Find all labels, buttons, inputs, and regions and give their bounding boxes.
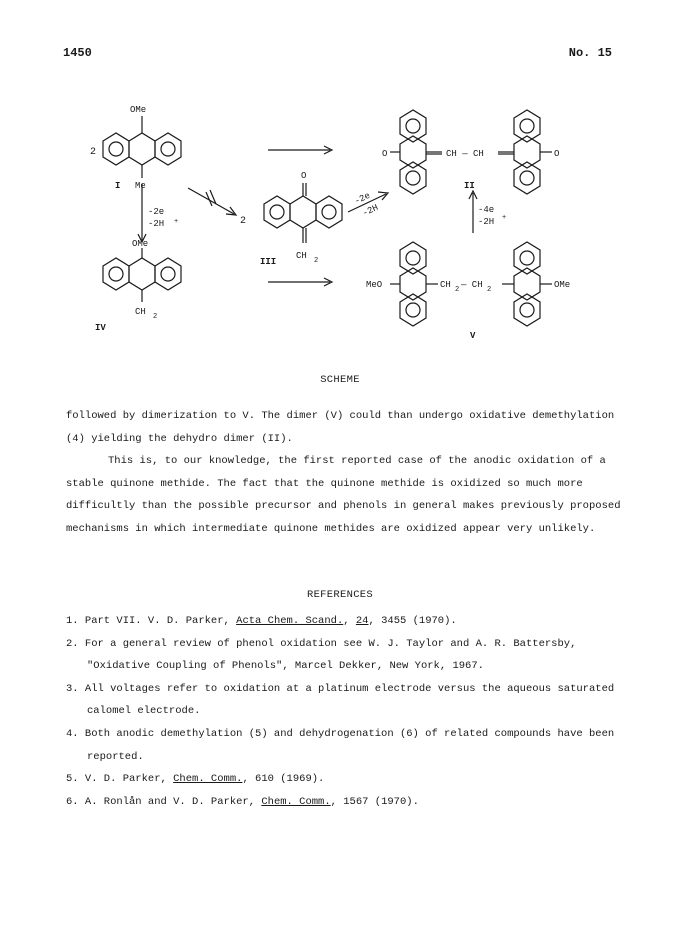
label-ch-ch: CH — CH bbox=[446, 149, 484, 159]
label-compound-IV: IV bbox=[95, 323, 106, 333]
references-list bbox=[66, 610, 626, 813]
label-me: Me bbox=[135, 181, 146, 191]
reference-5: 5. V. D. Parker, Chem. Comm., 610 (1969). bbox=[66, 773, 325, 786]
reference-1: 1. Part VII. V. D. Parker, Acta Chem. Scand., 24, 3455 (1970). bbox=[66, 615, 457, 627]
label-ch2-IV-sub: 2 bbox=[153, 313, 158, 321]
label-plus-1: + bbox=[174, 218, 179, 226]
label-ch2-V-left-sub: 2 bbox=[455, 286, 460, 294]
reference-3: 3. All voltages refer to oxidation at a platinum electrode versus the aqueous saturated calomel electrode. bbox=[66, 682, 615, 718]
coefficient-2-left: 2 bbox=[90, 147, 97, 158]
journal-link: Chem. Comm. bbox=[173, 773, 243, 786]
label-o-III: O bbox=[301, 171, 307, 181]
label-compound-III: III bbox=[260, 257, 277, 267]
reference-2: 2. For a general review of phenol oxidation see W. J. Taylor and A. R. Battersby, "Oxidative Coupling of Phenols", Marcel Dekker, New York, 1967. bbox=[66, 637, 577, 673]
label-ch2-V-mid-sub: 2 bbox=[487, 286, 492, 294]
label-conditions-I-IV-a: -2e bbox=[148, 207, 165, 217]
label-ome-V: OMe bbox=[554, 280, 571, 290]
reference-4: 4. Both anodic demethylation (5) and dehydrogenation (6) of related compounds have been reported. bbox=[66, 727, 615, 763]
compound-III-structure bbox=[264, 183, 342, 243]
issue-number: No. 15 bbox=[568, 46, 612, 60]
label-conditions-III-II-b: -2H bbox=[361, 202, 380, 219]
journal-link: Chem. Comm. bbox=[261, 795, 331, 808]
label-ome-I: OMe bbox=[130, 105, 147, 115]
body-text bbox=[66, 405, 626, 541]
compound-IV-structure bbox=[103, 248, 181, 302]
label-compound-II: II bbox=[464, 181, 475, 191]
label-ome-IV: OMe bbox=[132, 239, 149, 249]
reaction-scheme bbox=[60, 88, 620, 348]
label-plus-2: + bbox=[502, 214, 507, 222]
label-conditions-V-II-a: -4e bbox=[478, 205, 495, 215]
paragraph-2: This is, to our knowledge, the first reported case of the anodic oxidation of a stable quinone methide. The fact that the quinone methide is oxidized so much more difficultly than the possible precursor and phenols in general makes previously proposed mechanisms in which intermediate quinone methides are oxidized appear very unlikely. bbox=[66, 455, 621, 535]
label-ch2-IV: CH bbox=[135, 307, 146, 317]
compound-I-structure bbox=[103, 116, 181, 178]
label-conditions-V-II-b: -2H bbox=[478, 217, 495, 227]
reference-6: 6. A. Ronlån and V. D. Parker, Chem. Comm., 1567 (1970). bbox=[66, 795, 419, 808]
label-conditions-I-IV-b: -2H bbox=[148, 219, 165, 229]
journal-link: Acta Chem. Scand. bbox=[236, 615, 344, 627]
label-ch2-III-sub: 2 bbox=[314, 257, 319, 265]
label-compound-V: V bbox=[470, 331, 476, 341]
scheme-caption: SCHEME bbox=[320, 374, 360, 386]
label-conditions-III-II-a: -2e bbox=[353, 190, 372, 207]
label-o-right-II: O bbox=[554, 149, 560, 159]
page-number: 1450 bbox=[63, 46, 92, 60]
label-o-left-II: O bbox=[382, 149, 388, 159]
paragraph-1: followed by dimerization to V. The dimer (V) could than undergo oxidative demethylation (4) yielding the dehydro dimer (II). bbox=[66, 410, 615, 445]
label-ch2-III: CH bbox=[296, 251, 307, 261]
label-compound-I: I bbox=[115, 181, 121, 191]
label-ch2-V-mid: — CH bbox=[461, 280, 483, 290]
coefficient-2-middle: 2 bbox=[240, 216, 247, 227]
label-meo-V: MeO bbox=[366, 280, 383, 290]
volume-number: 24 bbox=[355, 615, 369, 627]
references-heading: REFERENCES bbox=[306, 589, 373, 601]
label-ch2-V-left: CH bbox=[440, 280, 451, 290]
